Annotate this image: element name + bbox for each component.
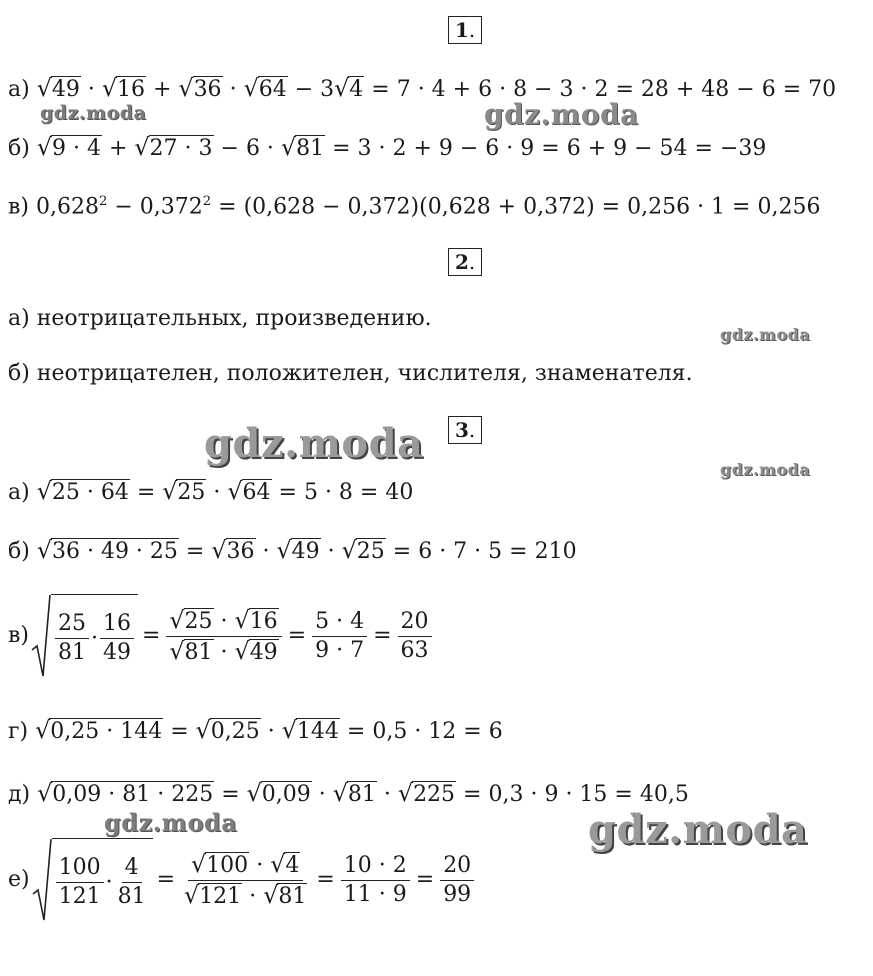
radical-sign: √ bbox=[101, 74, 117, 102]
radicand: 16 bbox=[249, 608, 278, 634]
section-number-dot: . bbox=[468, 418, 476, 442]
item-label: в) bbox=[8, 194, 29, 220]
denominator: 11 · 9 bbox=[343, 881, 407, 907]
radical-sign: √ bbox=[243, 74, 259, 102]
radical-sign: √ bbox=[37, 779, 53, 807]
watermark: gdz.moda bbox=[40, 102, 147, 124]
dot-op: · bbox=[327, 539, 335, 564]
sqrt bbox=[37, 779, 214, 809]
result-text: = 5 · 8 = 40 bbox=[271, 480, 414, 505]
dot-op: · bbox=[220, 639, 228, 665]
sqrt bbox=[244, 74, 288, 104]
radicand: 225 bbox=[413, 782, 456, 807]
item-label: в) bbox=[8, 623, 29, 648]
radicand: 81 bbox=[184, 639, 213, 665]
watermark: gdz.moda bbox=[588, 806, 808, 853]
fraction bbox=[55, 610, 89, 667]
power-exponent: 2 bbox=[202, 194, 212, 209]
radicand: 27 · 3 bbox=[149, 136, 213, 161]
denominator: 81 bbox=[57, 640, 86, 665]
item-label: а) bbox=[8, 77, 30, 102]
sqrt bbox=[37, 477, 130, 507]
numerator: 4 bbox=[122, 854, 142, 883]
numerator: 10 · 2 bbox=[341, 852, 410, 881]
watermark: gdz.moda bbox=[720, 460, 811, 479]
dot-op: · bbox=[318, 782, 326, 807]
radicand: 9 · 4 bbox=[51, 136, 101, 161]
item-label: д) bbox=[8, 782, 31, 807]
dot-op: · bbox=[90, 625, 98, 651]
sqrt bbox=[333, 779, 377, 809]
sqrt bbox=[235, 637, 279, 667]
watermark: gdz.moda bbox=[484, 98, 639, 131]
sqrt bbox=[282, 716, 340, 746]
radical-sign: √ bbox=[36, 74, 52, 102]
denominator bbox=[181, 881, 310, 911]
radicand: 64 bbox=[258, 77, 287, 102]
result-text: = 0,3 · 9 · 15 = 40,5 bbox=[456, 782, 689, 807]
radicand: 25 bbox=[356, 539, 385, 564]
task3-c bbox=[8, 594, 434, 678]
radicand: 81 bbox=[296, 136, 325, 161]
radical-sign: √ bbox=[397, 779, 414, 807]
sqrt bbox=[184, 881, 242, 911]
fraction bbox=[398, 608, 432, 665]
radicand: 36 bbox=[193, 77, 222, 102]
watermark: gdz.moda bbox=[204, 420, 424, 467]
radical-sign: √ bbox=[169, 636, 185, 665]
radicand: 100 bbox=[206, 852, 249, 878]
denominator: 81 bbox=[117, 884, 146, 909]
minus-term: − 3 bbox=[294, 77, 335, 102]
task1-b bbox=[8, 133, 766, 163]
item-label: б) bbox=[8, 539, 30, 564]
radical-sign: √ bbox=[234, 636, 250, 665]
radical-sign: √ bbox=[280, 133, 297, 161]
sqrt bbox=[235, 606, 279, 636]
sqrt bbox=[37, 133, 102, 163]
fraction bbox=[181, 850, 310, 911]
sqrt bbox=[247, 779, 312, 809]
minus-op: − bbox=[114, 194, 133, 220]
sqrt bbox=[134, 133, 213, 163]
numerator: 20 bbox=[440, 852, 474, 881]
watermark: gdz.moda bbox=[104, 808, 238, 837]
task3-f bbox=[8, 838, 476, 922]
numerator bbox=[166, 606, 281, 637]
equals-op: = bbox=[287, 623, 307, 648]
radical-sign: √ bbox=[35, 716, 51, 744]
equals-op: = bbox=[185, 539, 205, 564]
section-number-text: 3 bbox=[455, 418, 469, 442]
fraction bbox=[440, 852, 474, 909]
task1-a bbox=[8, 74, 836, 104]
denominator: 63 bbox=[400, 637, 429, 663]
task3-e bbox=[8, 779, 689, 809]
result-text: = 0,5 · 12 = 6 bbox=[339, 719, 503, 744]
radical-sign bbox=[31, 594, 51, 678]
sqrt bbox=[35, 716, 163, 746]
dot-op: · bbox=[220, 608, 228, 634]
radicand: 144 bbox=[296, 719, 339, 744]
task1-c bbox=[8, 188, 820, 221]
result-text: = 7 · 4 + 6 · 8 − 3 · 2 = 28 + 48 − 6 = 70 bbox=[364, 77, 837, 102]
result-text: = 3 · 2 + 9 − 6 · 9 = 6 + 9 − 54 = −39 bbox=[325, 136, 767, 161]
denominator bbox=[166, 637, 281, 667]
numerator: 25 bbox=[55, 610, 89, 639]
sqrt bbox=[270, 850, 300, 880]
result-text: = 6 · 7 · 5 = 210 bbox=[385, 539, 577, 564]
task3-b bbox=[8, 536, 577, 566]
radical-sign: √ bbox=[134, 133, 150, 161]
sqrt bbox=[398, 779, 456, 809]
radical-sign: √ bbox=[234, 605, 250, 634]
numerator: 20 bbox=[398, 608, 432, 637]
radicand: 121 bbox=[199, 883, 242, 909]
radical-sign bbox=[32, 838, 52, 922]
fraction bbox=[166, 606, 281, 667]
sqrt-body bbox=[52, 838, 153, 922]
equals-op: = bbox=[221, 782, 240, 807]
sqrt bbox=[211, 536, 255, 566]
power-exponent: 2 bbox=[98, 194, 108, 209]
sqrt-body bbox=[51, 594, 138, 678]
numerator bbox=[188, 850, 303, 881]
radical-sign: √ bbox=[263, 880, 279, 909]
sqrt bbox=[191, 850, 249, 880]
item-label: г) bbox=[8, 719, 29, 744]
radical-sign: √ bbox=[270, 849, 286, 878]
task2-b: б) неотрицателен, положителен, числителя, знаменателя. bbox=[8, 361, 693, 386]
radical-sign: √ bbox=[36, 133, 52, 161]
item-label: б) bbox=[8, 136, 30, 161]
sqrt bbox=[227, 477, 271, 507]
denominator: 99 bbox=[443, 881, 472, 907]
dot-op: · bbox=[249, 883, 257, 909]
task2-a: а) неотрицательных, произведению. bbox=[8, 306, 432, 331]
radical-sign: √ bbox=[211, 536, 227, 564]
dot-op: · bbox=[229, 77, 237, 102]
equals-op: = bbox=[141, 623, 161, 648]
numerator: 16 bbox=[100, 610, 134, 639]
section-number-2 bbox=[448, 248, 482, 276]
radical-sign: √ bbox=[169, 605, 185, 634]
equals-op: = bbox=[136, 480, 156, 505]
power-base: 0,372 bbox=[139, 194, 203, 220]
equals-op: = bbox=[415, 867, 435, 892]
sqrt bbox=[169, 637, 213, 667]
plus-op: + bbox=[152, 77, 172, 102]
sqrt bbox=[277, 536, 321, 566]
radical-sign: √ bbox=[276, 536, 292, 564]
middle-term: − 6 · bbox=[220, 136, 274, 161]
result-text: = (0,628 − 0,372)(0,628 + 0,372) = 0,256 · 1 = 0,256 bbox=[211, 194, 821, 220]
sqrt bbox=[178, 74, 222, 104]
sqrt bbox=[263, 881, 307, 911]
fraction bbox=[100, 610, 134, 667]
radical-sign: √ bbox=[227, 477, 243, 505]
section-number-1 bbox=[448, 16, 482, 44]
radicand: 0,09 · 81 · 225 bbox=[52, 782, 214, 807]
sqrt bbox=[196, 716, 261, 746]
radical-sign: √ bbox=[36, 536, 52, 564]
section-number-3 bbox=[448, 416, 482, 444]
dot-op: · bbox=[262, 539, 270, 564]
dot-op: · bbox=[383, 782, 391, 807]
numerator: 5 · 4 bbox=[312, 608, 367, 637]
sqrt bbox=[342, 536, 386, 566]
fraction bbox=[341, 852, 410, 909]
denominator: 49 bbox=[102, 640, 131, 665]
section-number-text: 2 bbox=[455, 250, 469, 274]
equals-op: = bbox=[373, 623, 392, 648]
radical-sign: √ bbox=[191, 849, 207, 878]
equals-op: = bbox=[170, 719, 189, 744]
radical-sign: √ bbox=[246, 779, 262, 807]
radical-sign: √ bbox=[178, 74, 194, 102]
fraction bbox=[56, 854, 104, 911]
radical-sign: √ bbox=[184, 880, 200, 909]
radical-sign: √ bbox=[36, 477, 52, 505]
power-base: 0,628 bbox=[35, 194, 99, 220]
numerator: 100 bbox=[56, 854, 104, 883]
radical-sign: √ bbox=[341, 536, 357, 564]
radical-sign: √ bbox=[162, 477, 178, 505]
radicand: 49 bbox=[249, 639, 278, 665]
radicand: 25 bbox=[177, 480, 206, 505]
radicand: 16 bbox=[116, 77, 145, 102]
fraction bbox=[312, 608, 367, 665]
radicand: 25 bbox=[184, 608, 213, 634]
radical-sign: √ bbox=[195, 716, 211, 744]
big-sqrt bbox=[31, 594, 138, 678]
sqrt bbox=[334, 74, 364, 104]
section-number-text: 1 bbox=[455, 18, 469, 42]
section-number-dot: . bbox=[468, 18, 476, 42]
task3-a bbox=[8, 477, 413, 507]
radicand: 36 · 49 · 25 bbox=[51, 539, 178, 564]
sqrt bbox=[169, 606, 213, 636]
plus-op: + bbox=[108, 136, 128, 161]
radicand: 64 bbox=[242, 480, 271, 505]
denominator: 9 · 7 bbox=[315, 637, 365, 663]
dot-op: · bbox=[213, 480, 221, 505]
radical-sign: √ bbox=[281, 716, 297, 744]
radicand: 4 bbox=[285, 852, 300, 878]
equals-op: = bbox=[316, 867, 335, 892]
dot-op: · bbox=[256, 852, 264, 878]
radicand: 49 bbox=[51, 77, 80, 102]
equals-op: = bbox=[156, 867, 176, 892]
section-number-dot: . bbox=[468, 250, 476, 274]
item-label: а) bbox=[8, 480, 30, 505]
dot-op: · bbox=[87, 77, 95, 102]
radicand: 0,25 bbox=[210, 719, 260, 744]
radicand: 4 bbox=[349, 77, 364, 102]
radicand: 81 bbox=[347, 782, 376, 807]
radicand: 49 bbox=[291, 539, 320, 564]
dot-op: · bbox=[267, 719, 275, 744]
dot-op: · bbox=[105, 869, 113, 895]
radical-sign: √ bbox=[332, 779, 348, 807]
fraction bbox=[115, 854, 149, 911]
radical-sign: √ bbox=[334, 74, 350, 102]
radicand: 81 bbox=[278, 883, 307, 909]
task3-d bbox=[8, 716, 503, 746]
denominator: 121 bbox=[58, 884, 101, 909]
big-sqrt bbox=[32, 838, 153, 922]
radicand: 25 · 64 bbox=[51, 480, 129, 505]
sqrt bbox=[37, 74, 81, 104]
radicand: 36 bbox=[226, 539, 255, 564]
watermark: gdz.moda bbox=[720, 325, 811, 344]
sqrt bbox=[102, 74, 146, 104]
sqrt bbox=[37, 536, 179, 566]
item-label: е) bbox=[8, 867, 30, 892]
radicand: 0,09 bbox=[261, 782, 311, 807]
radicand: 0,25 · 144 bbox=[50, 719, 163, 744]
sqrt bbox=[281, 133, 325, 163]
sqrt bbox=[162, 477, 206, 507]
